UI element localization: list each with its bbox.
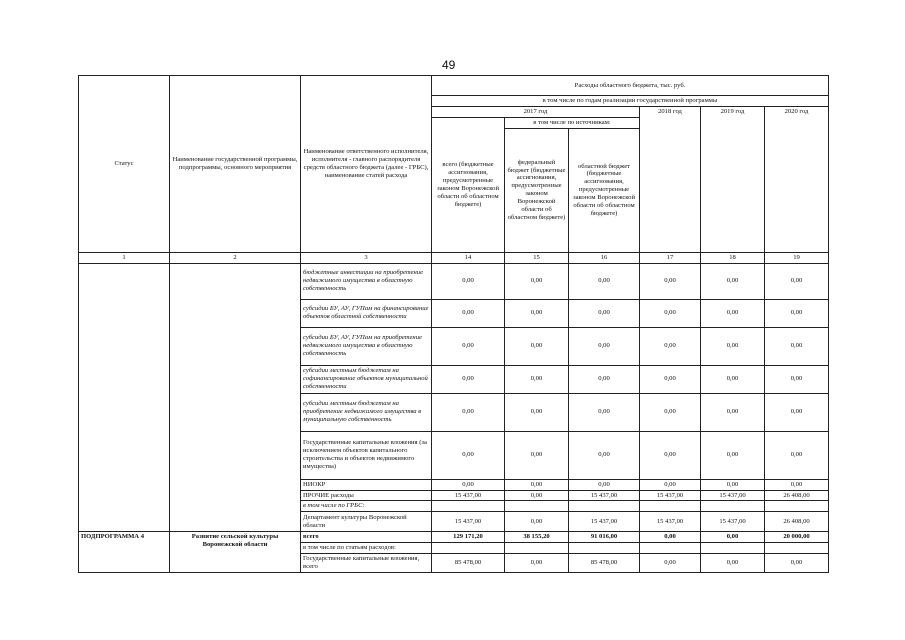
value-cell: 0,00 [569,327,640,365]
value-cell: 15 437,00 [701,490,765,501]
value-cell: 0,00 [569,263,640,299]
colnum: 18 [701,252,765,263]
value-cell [701,543,765,554]
colnum: 3 [301,252,432,263]
value-cell: 0,00 [765,365,829,393]
value-cell: 15 437,00 [640,490,701,501]
value-cell: 0,00 [432,327,505,365]
value-cell: 26 408,00 [765,490,829,501]
value-cell: 0,00 [640,299,701,327]
value-cell [569,501,640,512]
value-cell: 85 478,00 [569,554,640,573]
row-label: субсидии БУ, АУ, ГУПам на приобретение недвижимого имущества в областную собственность [301,327,432,365]
value-cell [765,501,829,512]
value-cell: 129 171,20 [432,532,505,543]
colnum: 15 [505,252,569,263]
value-cell: 0,00 [505,393,569,431]
header-year-2019: 2019 год [701,106,765,252]
value-cell: 0,00 [505,263,569,299]
value-cell: 38 155,20 [505,532,569,543]
budget-table [78,75,829,573]
value-cell: 0,00 [701,554,765,573]
header-executor: Наименование ответственного исполнителя, исполнителя - главного распорядителя средств областного бюджета (далее - ГРБС), наименование статей расхода [301,76,432,253]
row-label: Департамент культуры Воронежской области [301,512,432,532]
value-cell [505,543,569,554]
value-cell: 0,00 [432,299,505,327]
row-label: всего [301,532,432,543]
value-cell: 0,00 [505,512,569,532]
value-cell: 0,00 [701,365,765,393]
subprogram-name: Развитие сельской культуры Воронежской области [170,532,301,573]
name-cell-empty [170,263,301,532]
row-label: субсидии БУ, АУ, ГУПам на финансирование объектов областной собственности [301,299,432,327]
row-label: в том числе по статьям расходов: [301,543,432,554]
value-cell: 0,00 [701,479,765,490]
value-cell: 0,00 [640,532,701,543]
value-cell: 0,00 [765,299,829,327]
value-cell: 0,00 [505,299,569,327]
value-cell [432,501,505,512]
value-cell: 0,00 [765,431,829,479]
value-cell [432,543,505,554]
value-cell [765,543,829,554]
value-cell: 0,00 [701,393,765,431]
value-cell: 15 437,00 [640,512,701,532]
value-cell: 0,00 [765,393,829,431]
value-cell: 0,00 [640,365,701,393]
value-cell: 91 016,00 [569,532,640,543]
value-cell: 0,00 [701,327,765,365]
row-label: ПРОЧИЕ расходы [301,490,432,501]
value-cell: 0,00 [569,365,640,393]
header-by-years: в том числе по годам реализации государственной программы [432,96,829,107]
row-label: бюджетные инвестиции на приобретение недвижимого имущества в областную собственность [301,263,432,299]
value-cell: 0,00 [569,479,640,490]
value-cell: 0,00 [505,327,569,365]
header-year-2018: 2018 год [640,106,701,252]
value-cell: 0,00 [432,431,505,479]
colnum: 1 [79,252,170,263]
value-cell: 0,00 [569,431,640,479]
row-label: Государственные капитальные вложения, всего [301,554,432,573]
value-cell: 0,00 [640,431,701,479]
page-number: 49 [442,58,456,72]
value-cell: 0,00 [765,479,829,490]
value-cell: 0,00 [701,263,765,299]
table-row [79,532,829,543]
colnum: 19 [765,252,829,263]
row-label: в том числе по ГРБС: [301,501,432,512]
value-cell: 0,00 [765,263,829,299]
value-cell [569,543,640,554]
value-cell: 0,00 [640,479,701,490]
colnum: 2 [170,252,301,263]
value-cell: 15 437,00 [569,490,640,501]
header-total: всего (бюджетные ассигнования, предусмотренные законом Воронежской области об областном бюджете) [432,117,505,252]
value-cell: 0,00 [569,299,640,327]
value-cell: 15 437,00 [432,512,505,532]
value-cell: 0,00 [765,554,829,573]
value-cell: 0,00 [640,263,701,299]
header-year-2020: 2020 год [765,106,829,252]
header-federal: федеральный бюджет (бюджетные ассигнования, предусмотренные законом Воронежской области об областном бюджете) [505,128,569,252]
value-cell: 15 437,00 [701,512,765,532]
value-cell: 0,00 [640,327,701,365]
row-label: НИОКР [301,479,432,490]
value-cell: 0,00 [765,327,829,365]
colnum: 17 [640,252,701,263]
value-cell [701,501,765,512]
value-cell: 0,00 [569,393,640,431]
value-cell: 0,00 [432,365,505,393]
table-row [79,263,829,299]
subprogram-status: ПОДПРОГРАММА 4 [79,532,170,573]
value-cell: 0,00 [701,299,765,327]
header-program-name: Наименование государственной программы, подпрограммы, основного мероприятия [170,76,301,253]
row-label: субсидии местным бюджетам на приобретение недвижимого имущества в муниципальную собственность [301,393,432,431]
value-cell [640,501,701,512]
value-cell: 15 437,00 [432,490,505,501]
value-cell: 0,00 [640,554,701,573]
value-cell: 0,00 [505,365,569,393]
header-year-2017: 2017 год [432,106,640,117]
value-cell: 0,00 [505,431,569,479]
header-by-sources: в том числе по источникам: [505,117,640,128]
value-cell: 0,00 [505,554,569,573]
header-status: Статус [79,76,170,253]
row-label: субсидии местным бюджетам на софинансирование объектов муниципальной собственности [301,365,432,393]
value-cell: 0,00 [640,393,701,431]
value-cell: 0,00 [505,479,569,490]
value-cell: 0,00 [432,393,505,431]
colnum: 14 [432,252,505,263]
header-regional: областной бюджет (бюджетные ассигнования, предусмотренные законом Воронежской области об областном бюджете) [569,128,640,252]
value-cell: 15 437,00 [569,512,640,532]
header-expenses: Расходы областного бюджета, тыс. руб. [432,76,829,96]
colnum: 16 [569,252,640,263]
value-cell: 0,00 [432,263,505,299]
value-cell [505,501,569,512]
value-cell: 0,00 [701,532,765,543]
value-cell: 85 478,00 [432,554,505,573]
status-cell-empty [79,263,170,532]
value-cell: 26 408,00 [765,512,829,532]
value-cell: 0,00 [505,490,569,501]
value-cell: 0,00 [701,431,765,479]
row-label: Государственные капитальные вложения (за исключением объектов капитального строительства и объектов недвижимого имущества) [301,431,432,479]
value-cell: 20 000,00 [765,532,829,543]
value-cell: 0,00 [432,479,505,490]
value-cell [640,543,701,554]
